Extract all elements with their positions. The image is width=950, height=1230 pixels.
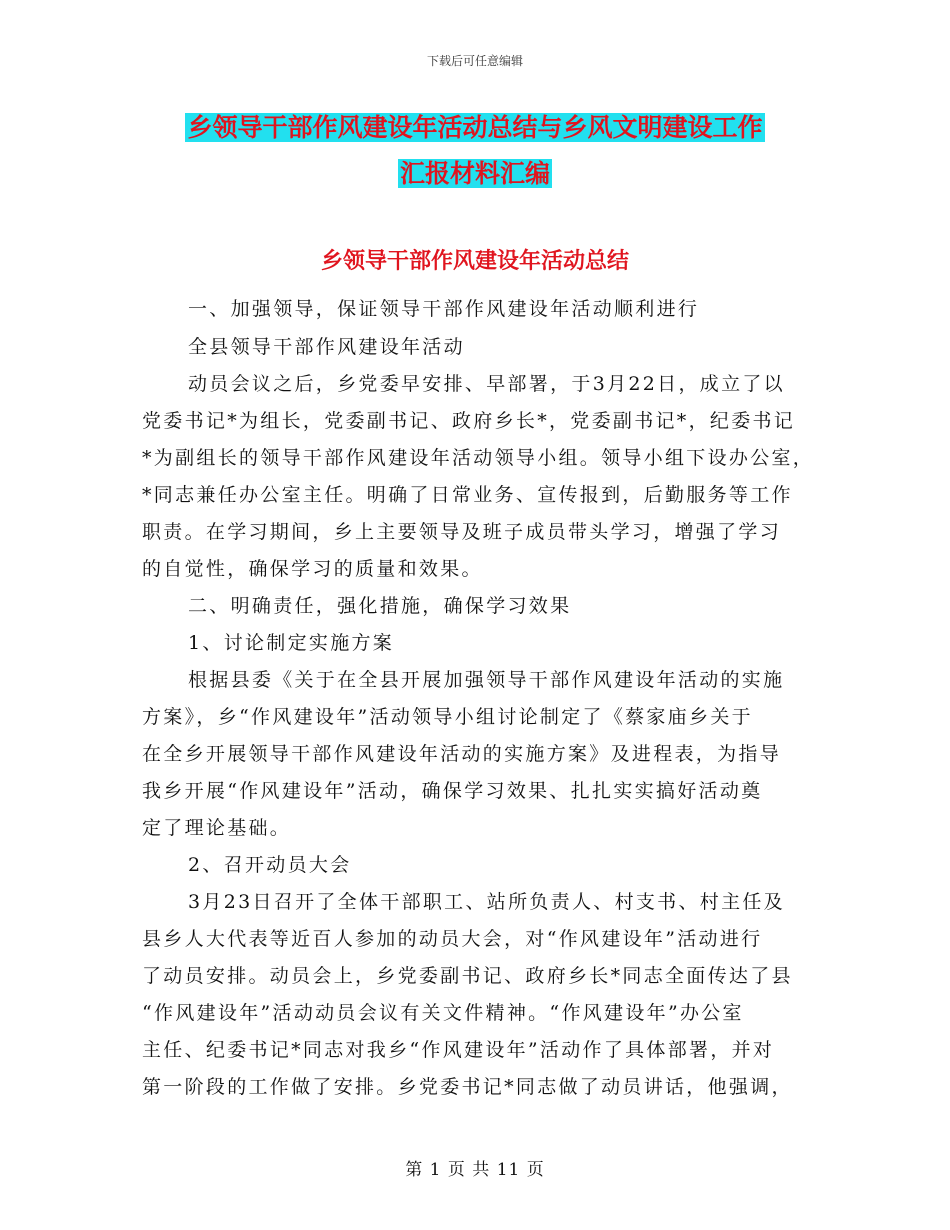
body-line: 二、明确责任，强化措施，确保学习效果 bbox=[188, 595, 572, 617]
document-title-text-2: 汇报材料汇编 bbox=[399, 159, 550, 188]
body-line: 党委书记*为组长，党委副书记、政府乡长*，党委副书记*，纪委书记 bbox=[142, 410, 796, 432]
body-line: 职责。在学习期间，乡上主要领导及班子成员带头学习，增强了学习 bbox=[142, 521, 782, 543]
body-line: 的自觉性，确保学习的质量和效果。 bbox=[142, 558, 483, 580]
body-line: *同志兼任办公室主任。明确了日常业务、宣传报到，后勤服务等工作 bbox=[142, 484, 793, 506]
body-line: 主任、纪委书记*同志对我乡“作风建设年”活动作了具体部署，并对 bbox=[142, 1039, 775, 1061]
body-line: “作风建设年”活动动员会议有关文件精神。“作风建设年”办公室 bbox=[142, 1002, 744, 1024]
body-line: *为副组长的领导干部作风建设年活动领导小组。领导小组下设办公室， bbox=[142, 447, 815, 469]
body-line: 根据县委《关于在全县开展加强领导干部作风建设年活动的实施 bbox=[188, 669, 785, 691]
body-line: 1、讨论制定实施方案 bbox=[188, 632, 395, 654]
body-line: 3月23日召开了全体干部职工、站所负责人、村支书、村主任及 bbox=[188, 891, 785, 913]
body-line: 在全乡开展领导干部作风建设年活动的实施方案》及进程表，为指导 bbox=[142, 743, 782, 765]
section-heading: 乡领导干部作风建设年活动总结 bbox=[320, 249, 629, 274]
body-line: 了动员安排。动员会上，乡党委副书记、政府乡长*同志全面传达了县 bbox=[142, 965, 793, 987]
body-line: 我乡开展“作风建设年”活动，确保学习效果、扎扎实实搞好活动奠 bbox=[142, 780, 763, 802]
document-title-line-2 bbox=[0, 156, 950, 192]
body-line: 定了理论基础。 bbox=[142, 817, 292, 839]
body-line: 一、加强领导，保证领导干部作风建设年活动顺利进行 bbox=[188, 298, 700, 320]
body-line: 动员会议之后，乡党委早安排、早部署，于3月22日，成立了以 bbox=[188, 373, 785, 395]
body-line: 2、召开动员大会 bbox=[188, 854, 352, 876]
body-line: 县乡人大代表等近百人参加的动员大会，对“作风建设年”活动进行 bbox=[142, 928, 763, 950]
document-title-line-1 bbox=[0, 110, 950, 146]
page-footer: 第 1 页 共 11 页 bbox=[405, 1160, 545, 1180]
body-line: 方案》，乡“作风建设年”活动领导小组讨论制定了《蔡家庙乡关于 bbox=[142, 706, 753, 728]
header-note: 下载后可任意编辑 bbox=[426, 54, 523, 68]
document-title-text-1: 乡领导干部作风建设年活动总结与乡风文明建设工作 bbox=[187, 113, 763, 142]
body-line: 第一阶段的工作做了安排。乡党委书记*同志做了动员讲话，他强调， bbox=[142, 1076, 793, 1098]
body-line: 全县领导干部作风建设年活动 bbox=[188, 336, 465, 358]
